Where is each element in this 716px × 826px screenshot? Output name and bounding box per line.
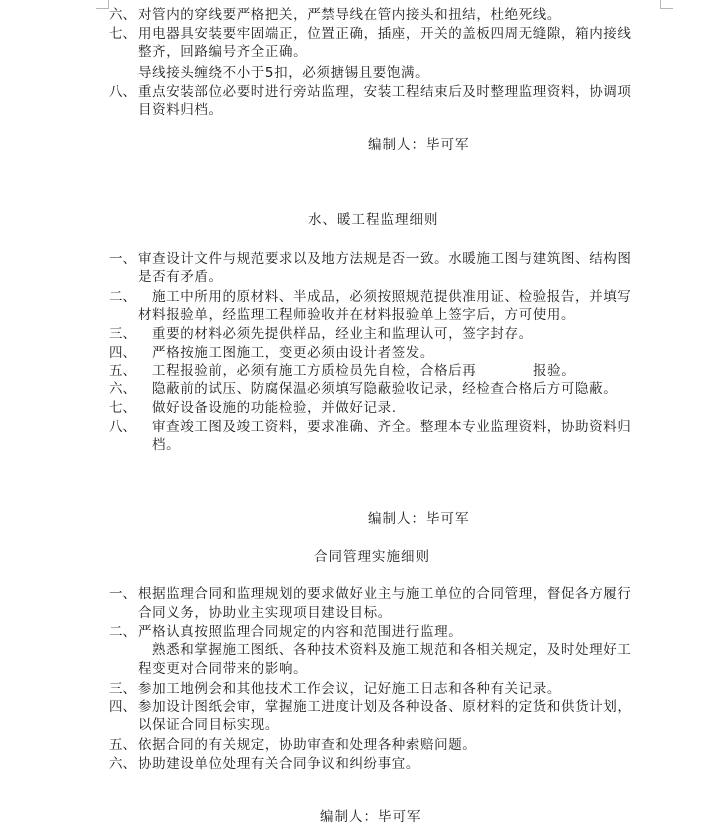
list-number: 六、 [109, 756, 136, 772]
list-item-text: 根据监理合同和监理规划的要求做好业主与施工单位的合同管理，督促各方履行 [138, 586, 632, 602]
list-item-text: 对管内的穿线要严格把关，严禁导线在管内接头和扭结，杜绝死线。 [138, 7, 561, 23]
list-number: 三、 [109, 681, 136, 697]
list-item-text: 做好设备设施的功能检验，并做好记录. [152, 400, 397, 416]
list-number: 七、 [109, 400, 136, 416]
list-number: 六、 [109, 7, 136, 23]
list-number: 五、 [109, 737, 136, 753]
list-item-text: 重点安装部位必要时进行旁站监理，安装工程结束后及时整理监理资料，协调项 [138, 84, 632, 100]
list-number: 四、 [109, 345, 136, 361]
list-item-text: 施工中所用的原材料、半成品，必须按照规范提供准用证、检验报告，并填写 [152, 289, 632, 305]
list-number: 四、 [109, 699, 136, 715]
list-number: 一、 [109, 251, 136, 267]
list-item-text: 熟悉和掌握施工图纸、各种技术资料及施工规范和各相关规定，及时处理好工 [152, 642, 632, 658]
list-item-text: 隐蔽前的试压、防腐保温必须填写隐蔽验收记录，经检查合格后方可隐蔽。 [152, 381, 618, 397]
list-item-text: 目资料归档。 [138, 102, 223, 118]
list-item-text: 档。 [152, 437, 181, 453]
list-number: 五、 [109, 363, 136, 379]
list-number: 二、 [109, 624, 136, 640]
list-item-text: 工程报验前，必须有施工方质检员先自检，合格后再 [152, 363, 477, 379]
list-item-text: 报验。 [533, 363, 576, 379]
list-number: 八、 [109, 84, 136, 100]
list-item-text: 用电器具安装要牢固端正，位置正确，插座，开关的盖板四周无缝隙，箱内接线 [138, 26, 632, 42]
list-item-text: 重要的材料必须先提供样品，经业主和监理认可，签字封存。 [152, 326, 533, 342]
list-item-text: 审查设计文件与规范要求以及地方法规是否一致。水暖施工图与建筑图、结构图 [138, 251, 632, 267]
editor-signature: 编制人：毕可军 [368, 137, 470, 153]
list-number: 八、 [109, 419, 136, 435]
list-item-text: 合同义务，协助业主实现项目建设目标。 [138, 605, 392, 621]
list-item-text: 以保证合同目标实现。 [138, 717, 279, 733]
list-item-text: 导线接头缠绕不小于5扣，必须搪锡且要饱满。 [138, 65, 430, 81]
list-item-text: 参加设计图纸会审，掌握施工进度计划及各种设备、原材料的定货和供货计划， [138, 699, 632, 715]
list-number: 六、 [109, 381, 136, 397]
list-number: 一、 [109, 586, 136, 602]
list-number: 三、 [109, 326, 136, 342]
page-margin-mark-right [660, 0, 673, 9]
list-number: 七、 [109, 26, 136, 42]
editor-signature: 编制人：毕可军 [320, 809, 422, 825]
list-item-text: 协助建设单位处理有关合同争议和纠纷事宜。 [138, 756, 420, 772]
list-item-text: 参加工地例会和其他技术工作会议，记好施工日志和各种有关记录。 [138, 681, 561, 697]
section-title: 合同管理实施细则 [314, 549, 430, 565]
list-number: 二、 [109, 289, 136, 305]
list-item-text: 整齐，回路编号齐全正确。 [138, 44, 308, 60]
list-item-text: 材料报验单，经监理工程师验收并在材料报验单上签字后，方可使用。 [138, 307, 576, 323]
list-item-text: 严格按施工图施工，变更必须由设计者签发。 [152, 345, 434, 361]
page-margin-mark-left [96, 0, 109, 9]
editor-signature: 编制人：毕可军 [368, 511, 470, 527]
list-item-text: 严格认真按照监理合同规定的内容和范围进行监理。 [138, 624, 463, 640]
section-title: 水、暖工程监理细则 [308, 212, 439, 228]
list-item-text: 依据合同的有关规定，协助审查和处理各种索赔问题。 [138, 737, 477, 753]
list-item-text: 程变更对合同带来的影响。 [138, 661, 308, 677]
list-item-text: 是否有矛盾。 [138, 269, 223, 285]
list-item-text: 审查竣工图及竣工资料，要求准确、齐全。整理本专业监理资料，协助资料归 [152, 419, 632, 435]
